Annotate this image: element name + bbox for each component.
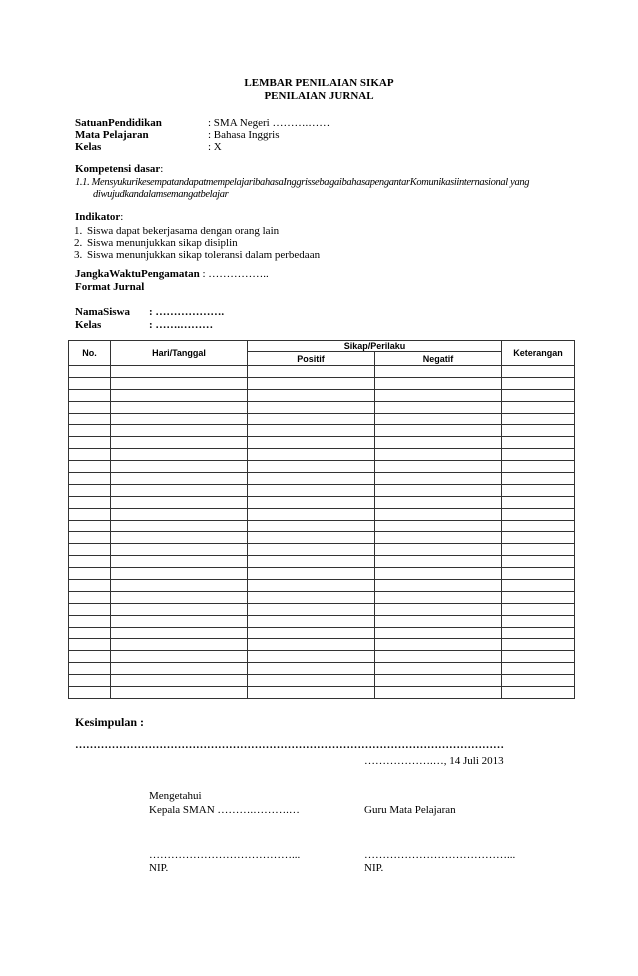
jurnal-table bbox=[68, 340, 575, 699]
title-penilaian-jurnal: PENILAIAN JURNAL bbox=[264, 90, 374, 102]
table-row bbox=[69, 401, 575, 413]
table-cell bbox=[502, 484, 575, 496]
table-cell bbox=[69, 651, 111, 663]
table-cell bbox=[502, 615, 575, 627]
table-cell bbox=[111, 568, 248, 580]
table-cell bbox=[69, 591, 111, 603]
indikator-item: 2. Siswa menunjukkan sikap disiplin bbox=[85, 237, 320, 249]
table-cell bbox=[69, 663, 111, 675]
table-cell bbox=[111, 377, 248, 389]
table-cell bbox=[375, 663, 502, 675]
table-cell bbox=[69, 461, 111, 473]
header-no: No. bbox=[69, 341, 111, 366]
nama-siswa-value: : ………………. bbox=[149, 306, 225, 318]
table-cell bbox=[248, 687, 375, 699]
indikator-colon: : bbox=[120, 211, 124, 223]
table-row bbox=[69, 508, 575, 520]
jangka-label: JangkaWaktuPengamatan bbox=[75, 268, 200, 280]
table-cell bbox=[502, 437, 575, 449]
table-cell bbox=[111, 437, 248, 449]
table-cell bbox=[111, 508, 248, 520]
table-cell bbox=[69, 639, 111, 651]
meta-value-satuan: : SMA Negeri ……….…… bbox=[208, 117, 331, 129]
table-cell bbox=[502, 663, 575, 675]
table-row bbox=[69, 484, 575, 496]
table-cell bbox=[111, 425, 248, 437]
nip-left: NIP. bbox=[149, 862, 169, 874]
kesimpulan-label: Kesimpulan : bbox=[75, 715, 145, 729]
table-cell bbox=[502, 556, 575, 568]
table-cell bbox=[111, 580, 248, 592]
table-cell bbox=[248, 449, 375, 461]
table-cell bbox=[69, 401, 111, 413]
jangka-waktu bbox=[75, 268, 269, 281]
table-cell bbox=[69, 366, 111, 378]
table-cell bbox=[248, 366, 375, 378]
table-cell bbox=[502, 627, 575, 639]
table-cell bbox=[248, 413, 375, 425]
header-negatif: Negatif bbox=[375, 352, 502, 366]
table-cell bbox=[375, 366, 502, 378]
table-cell bbox=[375, 461, 502, 473]
table-cell bbox=[248, 377, 375, 389]
table-cell bbox=[248, 651, 375, 663]
kelas-siswa-label: Kelas bbox=[75, 319, 102, 331]
table-cell bbox=[248, 461, 375, 473]
table-cell bbox=[375, 556, 502, 568]
table-cell bbox=[502, 520, 575, 532]
table-cell bbox=[375, 425, 502, 437]
table-cell bbox=[69, 473, 111, 485]
table-cell bbox=[248, 520, 375, 532]
table-cell bbox=[375, 651, 502, 663]
table-cell bbox=[111, 496, 248, 508]
table-cell bbox=[248, 639, 375, 651]
table-row bbox=[69, 687, 575, 699]
indikator-heading bbox=[75, 211, 123, 224]
table-cell bbox=[375, 675, 502, 687]
table-cell bbox=[375, 580, 502, 592]
mengetahui-text: Mengetahui bbox=[149, 790, 202, 802]
table-cell bbox=[111, 520, 248, 532]
table-cell bbox=[111, 591, 248, 603]
table-cell bbox=[375, 615, 502, 627]
title-lembar-penilaian: LEMBAR PENILAIAN SIKAP bbox=[244, 77, 394, 89]
kompetensi-text-line1: 1.1. MensyukurikesempatandapatmempelajaribahasaInggrissebagaibahasapengantarKomunikasiinternasional yang bbox=[75, 177, 530, 188]
table-cell bbox=[375, 639, 502, 651]
guru-mapel-text: Guru Mata Pelajaran bbox=[364, 804, 456, 816]
format-jurnal-heading: Format Jurnal bbox=[75, 281, 145, 293]
table-cell bbox=[375, 532, 502, 544]
table-cell bbox=[375, 544, 502, 556]
table-cell bbox=[375, 508, 502, 520]
table-cell bbox=[111, 461, 248, 473]
meta-label-mapel: Mata Pelajaran bbox=[75, 129, 149, 141]
table-cell bbox=[111, 603, 248, 615]
table-cell bbox=[69, 520, 111, 532]
meta-value-kelas: : X bbox=[208, 141, 222, 153]
table-row bbox=[69, 615, 575, 627]
table-cell bbox=[375, 603, 502, 615]
table-cell bbox=[248, 603, 375, 615]
table-cell bbox=[111, 532, 248, 544]
table-cell bbox=[111, 675, 248, 687]
table-cell bbox=[111, 663, 248, 675]
kesimpulan-dots: ……………………………………………………………………………………………………… bbox=[75, 739, 504, 751]
table-cell bbox=[502, 639, 575, 651]
table-cell bbox=[69, 568, 111, 580]
table-cell bbox=[248, 544, 375, 556]
table-row bbox=[69, 437, 575, 449]
table-cell bbox=[375, 484, 502, 496]
table-cell bbox=[111, 473, 248, 485]
table-cell bbox=[111, 484, 248, 496]
table-row bbox=[69, 591, 575, 603]
table-row bbox=[69, 556, 575, 568]
table-cell bbox=[248, 484, 375, 496]
table-cell bbox=[248, 473, 375, 485]
table-cell bbox=[69, 413, 111, 425]
table-cell bbox=[502, 449, 575, 461]
table-cell bbox=[375, 568, 502, 580]
table-cell bbox=[375, 437, 502, 449]
table-row bbox=[69, 461, 575, 473]
header-hari-tanggal: Hari/Tanggal bbox=[111, 341, 248, 366]
table-cell bbox=[69, 615, 111, 627]
table-cell bbox=[248, 615, 375, 627]
table-cell bbox=[111, 687, 248, 699]
table-cell bbox=[69, 377, 111, 389]
header-sikap-perilaku: Sikap/Perilaku bbox=[248, 341, 502, 352]
jangka-value: : …………….. bbox=[199, 268, 269, 280]
table-cell bbox=[69, 627, 111, 639]
table-cell bbox=[69, 449, 111, 461]
indikator-item: 1. Siswa dapat bekerjasama dengan orang lain bbox=[85, 225, 320, 237]
jurnal-table-body bbox=[69, 366, 575, 699]
table-cell bbox=[248, 496, 375, 508]
table-cell bbox=[248, 401, 375, 413]
nama-siswa-label: NamaSiswa bbox=[75, 306, 131, 318]
table-cell bbox=[111, 389, 248, 401]
table-cell bbox=[248, 437, 375, 449]
table-row bbox=[69, 627, 575, 639]
header-positif: Positif bbox=[248, 352, 375, 366]
table-row bbox=[69, 603, 575, 615]
table-cell bbox=[248, 508, 375, 520]
table-cell bbox=[502, 473, 575, 485]
table-cell bbox=[248, 675, 375, 687]
table-cell bbox=[502, 496, 575, 508]
table-cell bbox=[69, 556, 111, 568]
table-cell bbox=[111, 401, 248, 413]
table-cell bbox=[69, 675, 111, 687]
signature-dots-right: …………………………………... bbox=[364, 849, 516, 861]
meta-label-kelas: Kelas bbox=[75, 141, 102, 153]
date-line: ……………….…, 14 Juli 2013 bbox=[364, 755, 504, 767]
indikator-item: 3. Siswa menunjukkan sikap toleransi dalam perbedaan bbox=[85, 249, 320, 261]
table-cell bbox=[502, 603, 575, 615]
table-cell bbox=[111, 651, 248, 663]
table-cell bbox=[502, 568, 575, 580]
table-cell bbox=[375, 389, 502, 401]
header-keterangan: Keterangan bbox=[502, 341, 575, 366]
table-cell bbox=[502, 401, 575, 413]
table-cell bbox=[248, 425, 375, 437]
table-cell bbox=[375, 627, 502, 639]
table-cell bbox=[502, 544, 575, 556]
table-cell bbox=[248, 591, 375, 603]
table-cell bbox=[502, 687, 575, 699]
meta-label-satuan: SatuanPendidikan bbox=[75, 117, 162, 129]
table-row bbox=[69, 544, 575, 556]
table-cell bbox=[69, 603, 111, 615]
kompetensi-heading bbox=[75, 163, 163, 176]
table-cell bbox=[375, 413, 502, 425]
table-row bbox=[69, 425, 575, 437]
table-cell bbox=[375, 496, 502, 508]
table-row bbox=[69, 449, 575, 461]
table-cell bbox=[111, 413, 248, 425]
kompetensi-colon: : bbox=[160, 163, 164, 175]
table-row bbox=[69, 639, 575, 651]
kompetensi-label: Kompetensi dasar bbox=[75, 163, 161, 175]
table-cell bbox=[502, 377, 575, 389]
table-cell bbox=[502, 675, 575, 687]
table-cell bbox=[375, 377, 502, 389]
table-cell bbox=[248, 627, 375, 639]
table-cell bbox=[375, 449, 502, 461]
signature-dots-left: …………………………………... bbox=[149, 849, 301, 861]
kepala-sman-text: Kepala SMAN ……….……….… bbox=[149, 804, 300, 816]
table-cell bbox=[248, 580, 375, 592]
table-cell bbox=[69, 425, 111, 437]
table-row bbox=[69, 532, 575, 544]
table-cell bbox=[248, 556, 375, 568]
meta-value-mapel: : Bahasa Inggris bbox=[208, 129, 280, 141]
table-row bbox=[69, 496, 575, 508]
table-cell bbox=[375, 687, 502, 699]
table-row bbox=[69, 366, 575, 378]
table-cell bbox=[502, 508, 575, 520]
table-row bbox=[69, 675, 575, 687]
table-cell bbox=[69, 496, 111, 508]
table-cell bbox=[111, 449, 248, 461]
table-row bbox=[69, 580, 575, 592]
table-cell bbox=[69, 437, 111, 449]
table-cell bbox=[69, 389, 111, 401]
table-row bbox=[69, 377, 575, 389]
table-cell bbox=[248, 532, 375, 544]
table-cell bbox=[111, 556, 248, 568]
table-cell bbox=[111, 544, 248, 556]
table-row bbox=[69, 663, 575, 675]
indikator-list bbox=[65, 225, 320, 261]
table-cell bbox=[69, 580, 111, 592]
table-cell bbox=[502, 425, 575, 437]
kompetensi-text-line2: diwujudkandalamsemangatbelajar bbox=[93, 189, 229, 200]
table-row bbox=[69, 389, 575, 401]
table-row bbox=[69, 413, 575, 425]
table-cell bbox=[69, 687, 111, 699]
table-cell bbox=[69, 484, 111, 496]
table-cell bbox=[111, 366, 248, 378]
table-cell bbox=[502, 532, 575, 544]
table-cell bbox=[111, 639, 248, 651]
table-row bbox=[69, 568, 575, 580]
table-cell bbox=[375, 520, 502, 532]
indikator-label: Indikator bbox=[75, 211, 121, 223]
table-cell bbox=[69, 544, 111, 556]
table-cell bbox=[502, 651, 575, 663]
nip-right: NIP. bbox=[364, 862, 384, 874]
table-cell bbox=[375, 401, 502, 413]
table-cell bbox=[375, 591, 502, 603]
table-cell bbox=[69, 508, 111, 520]
table-cell bbox=[502, 389, 575, 401]
table-cell bbox=[111, 627, 248, 639]
table-cell bbox=[502, 413, 575, 425]
kelas-siswa-value: : …….……… bbox=[149, 319, 214, 331]
table-row bbox=[69, 651, 575, 663]
table-row bbox=[69, 473, 575, 485]
table-cell bbox=[502, 591, 575, 603]
table-cell bbox=[111, 615, 248, 627]
table-cell bbox=[375, 473, 502, 485]
table-cell bbox=[502, 461, 575, 473]
table-cell bbox=[248, 389, 375, 401]
table-cell bbox=[248, 568, 375, 580]
table-cell bbox=[502, 580, 575, 592]
table-row bbox=[69, 520, 575, 532]
table-cell bbox=[69, 532, 111, 544]
table-cell bbox=[502, 366, 575, 378]
table-cell bbox=[248, 663, 375, 675]
